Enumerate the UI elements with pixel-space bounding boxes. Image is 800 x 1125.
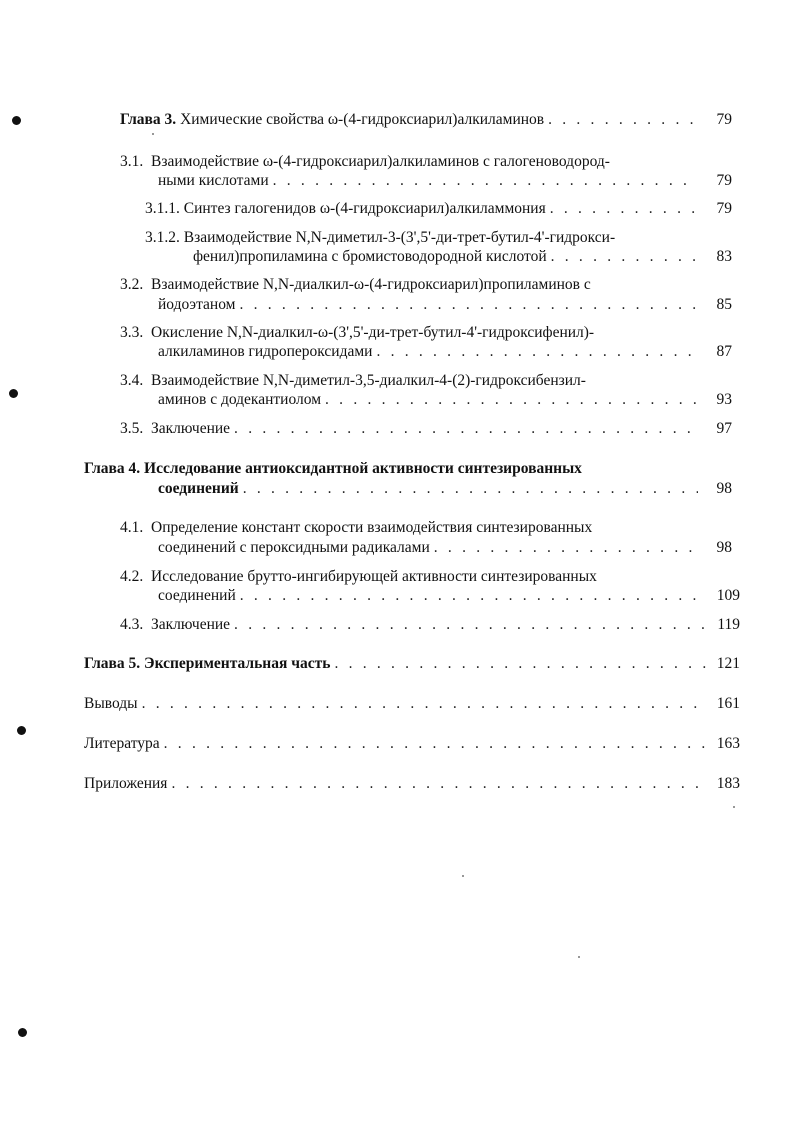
- page-number: 163: [716, 735, 740, 752]
- punch-hole-mark: [17, 726, 26, 735]
- section-number: 3.2.: [120, 276, 144, 293]
- toc-entry-literature[interactable]: [84, 733, 740, 755]
- toc-entry-chapter-4-line2[interactable]: [158, 478, 732, 500]
- page-number: 121: [716, 655, 740, 672]
- dot-leader: [334, 653, 706, 675]
- section-number: 3.5.: [120, 420, 144, 437]
- section-number: 3.4.: [120, 372, 144, 389]
- page-number: 119: [717, 616, 740, 633]
- toc-entry-appendices[interactable]: [84, 773, 740, 795]
- chapter-title: Глава 4. Исследование антиоксидантной активности синтезированных: [84, 460, 582, 477]
- toc-entry-chapter-3[interactable]: [120, 109, 732, 131]
- section-title: Определение констант скорости взаимодействия синтезированных: [151, 519, 593, 536]
- chapter-title: Глава 5. Экспериментальная часть: [84, 655, 331, 672]
- chapter-title-cont: соединений: [158, 480, 239, 497]
- section-title-cont: соединений с пероксидными радикалами: [158, 539, 430, 556]
- toc-entry-4-2-line2[interactable]: [158, 585, 740, 607]
- section-number: 4.1.: [120, 519, 144, 536]
- toc-entry-3-2-line1[interactable]: [120, 274, 591, 296]
- section-title: Взаимодействие N,N-диалкил-ω-(4-гидроксиарил)пропиламинов с: [151, 276, 591, 293]
- section-number: 3.3.: [120, 324, 144, 341]
- page-number: 79: [716, 111, 732, 128]
- dot-leader: [550, 198, 698, 220]
- toc-entry-chapter-4-line1[interactable]: [84, 458, 582, 480]
- toc-entry-3-1-2-line2[interactable]: [193, 246, 732, 268]
- dot-leader: [234, 614, 706, 636]
- punch-hole-mark: [18, 1028, 27, 1037]
- page-number: 161: [716, 695, 740, 712]
- page-number: 97: [716, 420, 732, 437]
- entry-title: Выводы: [84, 695, 138, 712]
- section-number: 4.2.: [120, 568, 144, 585]
- toc-entry-3-4-line2[interactable]: [158, 389, 732, 411]
- page-number: 79: [716, 172, 732, 189]
- toc-entry-3-1-line2[interactable]: [158, 170, 732, 192]
- section-title: Окисление N,N-диалкил-ω-(3',5'-ди-трет-бутил-4'-гидроксифенил)-: [151, 324, 595, 341]
- toc-entry-4-3[interactable]: [120, 614, 740, 636]
- section-title-cont: алкиламинов гидропероксидами: [158, 343, 373, 360]
- punch-hole-mark: [12, 116, 21, 125]
- section-title-cont: аминов с додекантиолом: [158, 391, 322, 408]
- chapter-label: Глава 3.: [120, 111, 177, 128]
- scan-speck: [733, 806, 735, 808]
- dot-leader: [376, 341, 698, 363]
- section-title: Исследование брутто-ингибирующей активности синтезированных: [151, 568, 597, 585]
- page-number: 93: [716, 391, 732, 408]
- section-title: Взаимодействие N,N-диметил-3,5-диалкил-4-(2)-гидроксибензил-: [151, 372, 586, 389]
- page-number: 87: [716, 343, 732, 360]
- dot-leader: [551, 246, 698, 268]
- dot-leader: [273, 170, 698, 192]
- toc-entry-3-5[interactable]: [120, 418, 732, 440]
- section-title: Синтез галогенидов ω-(4-гидроксиарил)алкиламмония: [183, 200, 546, 217]
- dot-leader: [434, 537, 698, 559]
- punch-hole-mark: [9, 389, 18, 398]
- dot-leader: [164, 733, 706, 755]
- dot-leader: [240, 585, 706, 607]
- dot-leader: [142, 693, 706, 715]
- toc-entry-3-1-1[interactable]: [145, 198, 732, 220]
- section-number: 4.3.: [120, 616, 144, 633]
- section-title: Взаимодействие ω-(4-гидроксиарил)алкиламинов с галогеноводород-: [151, 153, 610, 170]
- dot-leader: [239, 294, 698, 316]
- section-title-cont: ными кислотами: [158, 172, 269, 189]
- dot-leader: [171, 773, 706, 795]
- toc-entry-4-1-line1[interactable]: [120, 517, 592, 539]
- scan-speck: [578, 956, 580, 958]
- entry-title: Литература: [84, 735, 160, 752]
- toc-entry-4-1-line2[interactable]: [158, 537, 732, 559]
- page-number: 98: [716, 539, 732, 556]
- scan-speck: [462, 875, 464, 877]
- toc-entry-3-3-line2[interactable]: [158, 341, 732, 363]
- toc-entry-3-2-line2[interactable]: [158, 294, 732, 316]
- section-title: Взаимодействие N,N-диметил-3-(3',5'-ди-трет-бутил-4'-гидрокси-: [183, 229, 616, 246]
- toc-entry-chapter-5[interactable]: [84, 653, 740, 675]
- dot-leader: [243, 478, 698, 500]
- toc-entry-conclusions[interactable]: [84, 693, 740, 715]
- dot-leader: [325, 389, 698, 411]
- chapter-title: Химические свойства ω-(4-гидроксиарил)алкиламинов: [180, 111, 545, 128]
- section-title-cont: фенил)пропиламина с бромистоводородной кислотой: [193, 248, 547, 265]
- section-number: 3.1.2.: [145, 229, 180, 246]
- section-number: 3.1.1.: [145, 200, 180, 217]
- scan-speck: [152, 133, 154, 135]
- section-title-cont: соединений: [158, 587, 236, 604]
- page-number: 183: [716, 775, 740, 792]
- page-number: 98: [716, 480, 732, 497]
- dot-leader: [548, 109, 698, 131]
- section-title: Заключение: [151, 420, 231, 437]
- page-number: 85: [716, 296, 732, 313]
- page-number: 109: [716, 587, 740, 604]
- page-number: 83: [716, 248, 732, 265]
- page-number: 79: [716, 200, 732, 217]
- entry-title: Приложения: [84, 775, 168, 792]
- dot-leader: [234, 418, 698, 440]
- section-title: Заключение: [151, 616, 231, 633]
- section-number: 3.1.: [120, 153, 144, 170]
- section-title-cont: йодоэтаном: [158, 296, 236, 313]
